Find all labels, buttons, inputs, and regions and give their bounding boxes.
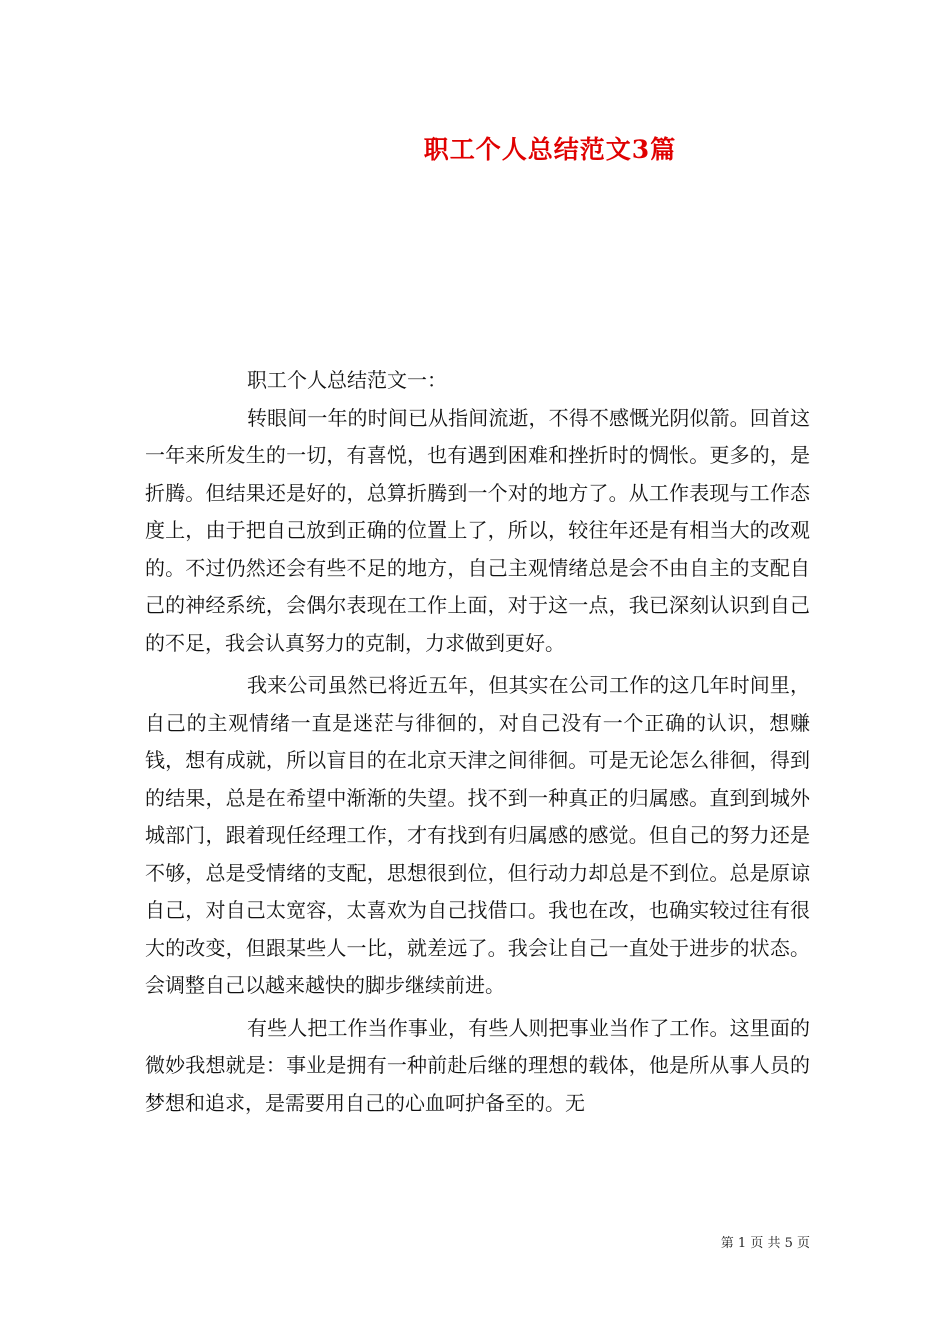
- paragraph: 有些人把工作当作事业，有些人则把事业当作了工作。这里面的微妙我想就是：事业是拥有一种前赴后继的理想的载体，他是所从事人员的梦想和追求，是需要用自己的心血呵护备至的。无: [145, 1015, 810, 1115]
- page-footer: 第 1 页 共 5 页: [720, 1236, 810, 1251]
- document-body: [145, 362, 810, 1122]
- paragraph: 我来公司虽然已将近五年，但其实在公司工作的这几年时间里，自己的主观情绪一直是迷茫与徘徊的，对自己没有一个正确的认识，想赚钱，想有成就，所以盲目的在北京天津之间徘徊。可是无论怎么徘徊，得到的结果，总是在希望中渐渐的失望。找不到一种真正的归属感。直到到城外城部门，跟着现任经理工作，才有找到有归属感的感觉。但自己的努力还是不够，总是受情绪的支配，思想很到位，但行动力却总是不到位。总是原谅自己，对自己太宽容，太喜欢为自己找借口。我也在改，也确实较过往有很大的改变，但跟某些人一比，就差远了。我会让自己一直处于进步的状态。会调整自己以越来越快的脚步继续前进。: [145, 673, 810, 997]
- paragraph: 转眼间一年的时间已从指间流逝，不得不感慨光阴似箭。回首这一年来所发生的一切，有喜悦，也有遇到困难和挫折时的惆怅。更多的，是折腾。但结果还是好的，总算折腾到一个对的地方了。从工作表现与工作态度上，由于把自己放到正确的位置上了，所以，较往年还是有相当大的改观的。不过仍然还会有些不足的地方，自己主观情绪总是会不由自主的支配自己的神经系统，会偶尔表现在工作上面，对于这一点，我已深刻认识到自己的不足，我会认真努力的克制，力求做到更好。: [145, 405, 810, 655]
- section-heading: 职工个人总结范文一：: [247, 368, 447, 392]
- document-title: 职工个人总结范文3篇: [423, 135, 677, 164]
